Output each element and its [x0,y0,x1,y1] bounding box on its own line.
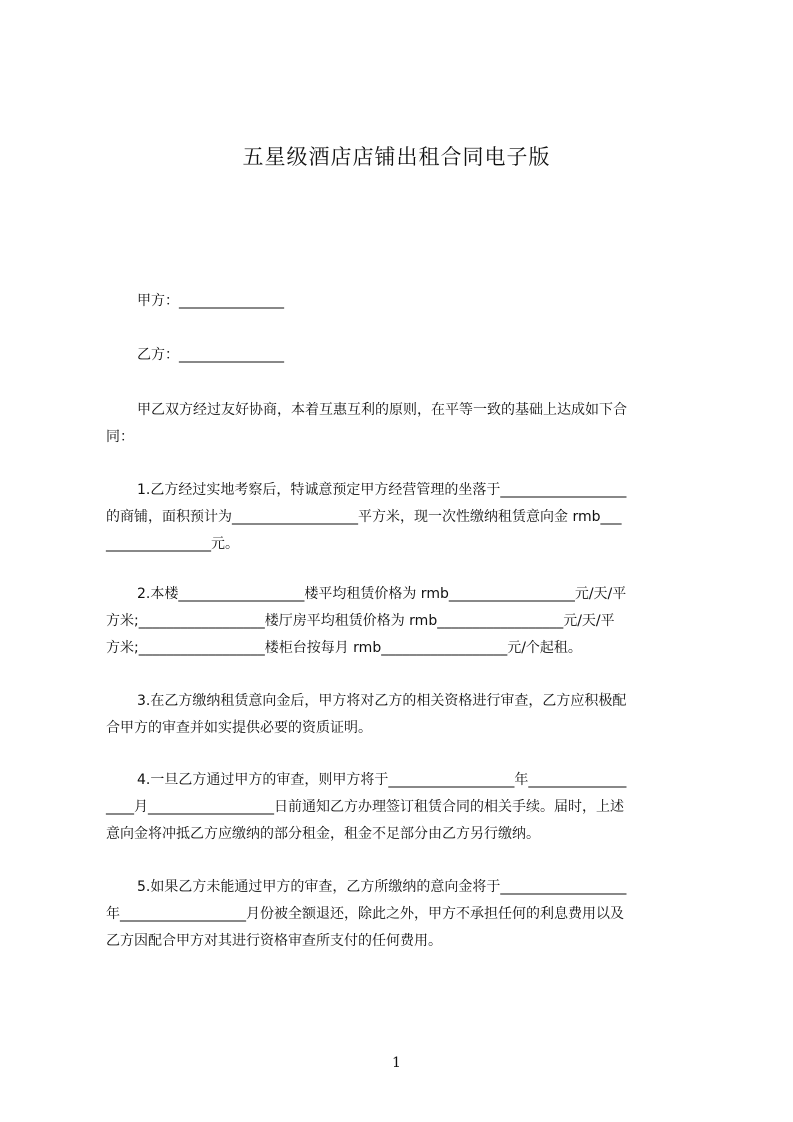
clause-5-line-2: 年__________________月份被全额退还，除此之外，甲方不承担任何的利息费用以及 [106,906,624,922]
clause-1-line-1: 1.乙方经过实地考察后，特诚意预定甲方经营管理的坐落于__________________ [137,482,627,498]
intro-line-1: 甲乙双方经过友好协商，本着互惠互利的原则，在平等一致的基础上达成如下合 [137,402,627,418]
clause-2-line-1: 2.本楼__________________楼平均租赁价格为 rmb__________________元/天/平 [137,586,627,602]
clause-3-line-1: 3.在乙方缴纳租赁意向金后，甲方将对乙方的相关资格进行审查，乙方应积极配 [137,693,627,709]
clause-4-line-2: ____月__________________日前通知乙方办理签订租赁合同的相关手续。届时，上述 [106,799,624,815]
clause-2-line-3: 方米;__________________楼柜台按每月 rmb__________________元/个起租。 [106,640,582,656]
clause-4-line-3: 意向金将冲抵乙方应缴纳的部分租金，租金不足部分由乙方另行缴纳。 [106,826,540,842]
clause-1-line-3: _______________元。 [106,536,239,552]
clause-3-line-2: 合甲方的审查并如实提供必要的资质证明。 [106,720,372,736]
party-a-line: 甲方：_______________ [137,293,284,309]
page-number: 1 [392,1055,401,1071]
clause-5-line-3: 乙方因配合甲方对其进行资格审查所支付的任何费用。 [106,933,442,949]
clause-4-line-1: 4.一旦乙方通过甲方的审查，则甲方将于__________________年______________ [137,772,627,788]
clause-5-line-1: 5.如果乙方未能通过甲方的审查，乙方所缴纳的意向金将于__________________ [137,879,627,895]
clause-2-line-2: 方米;__________________楼厅房平均租赁价格为 rmb__________________元/天/平 [106,613,615,629]
document-title: 五星级酒店店铺出租合同电子版 [242,145,551,169]
clause-1-line-2: 的商铺，面积预计为__________________平方米，现一次性缴纳租赁意向金 rmb___ [106,509,622,525]
intro-line-2: 同： [106,429,134,445]
party-b-line: 乙方：_______________ [137,347,284,363]
